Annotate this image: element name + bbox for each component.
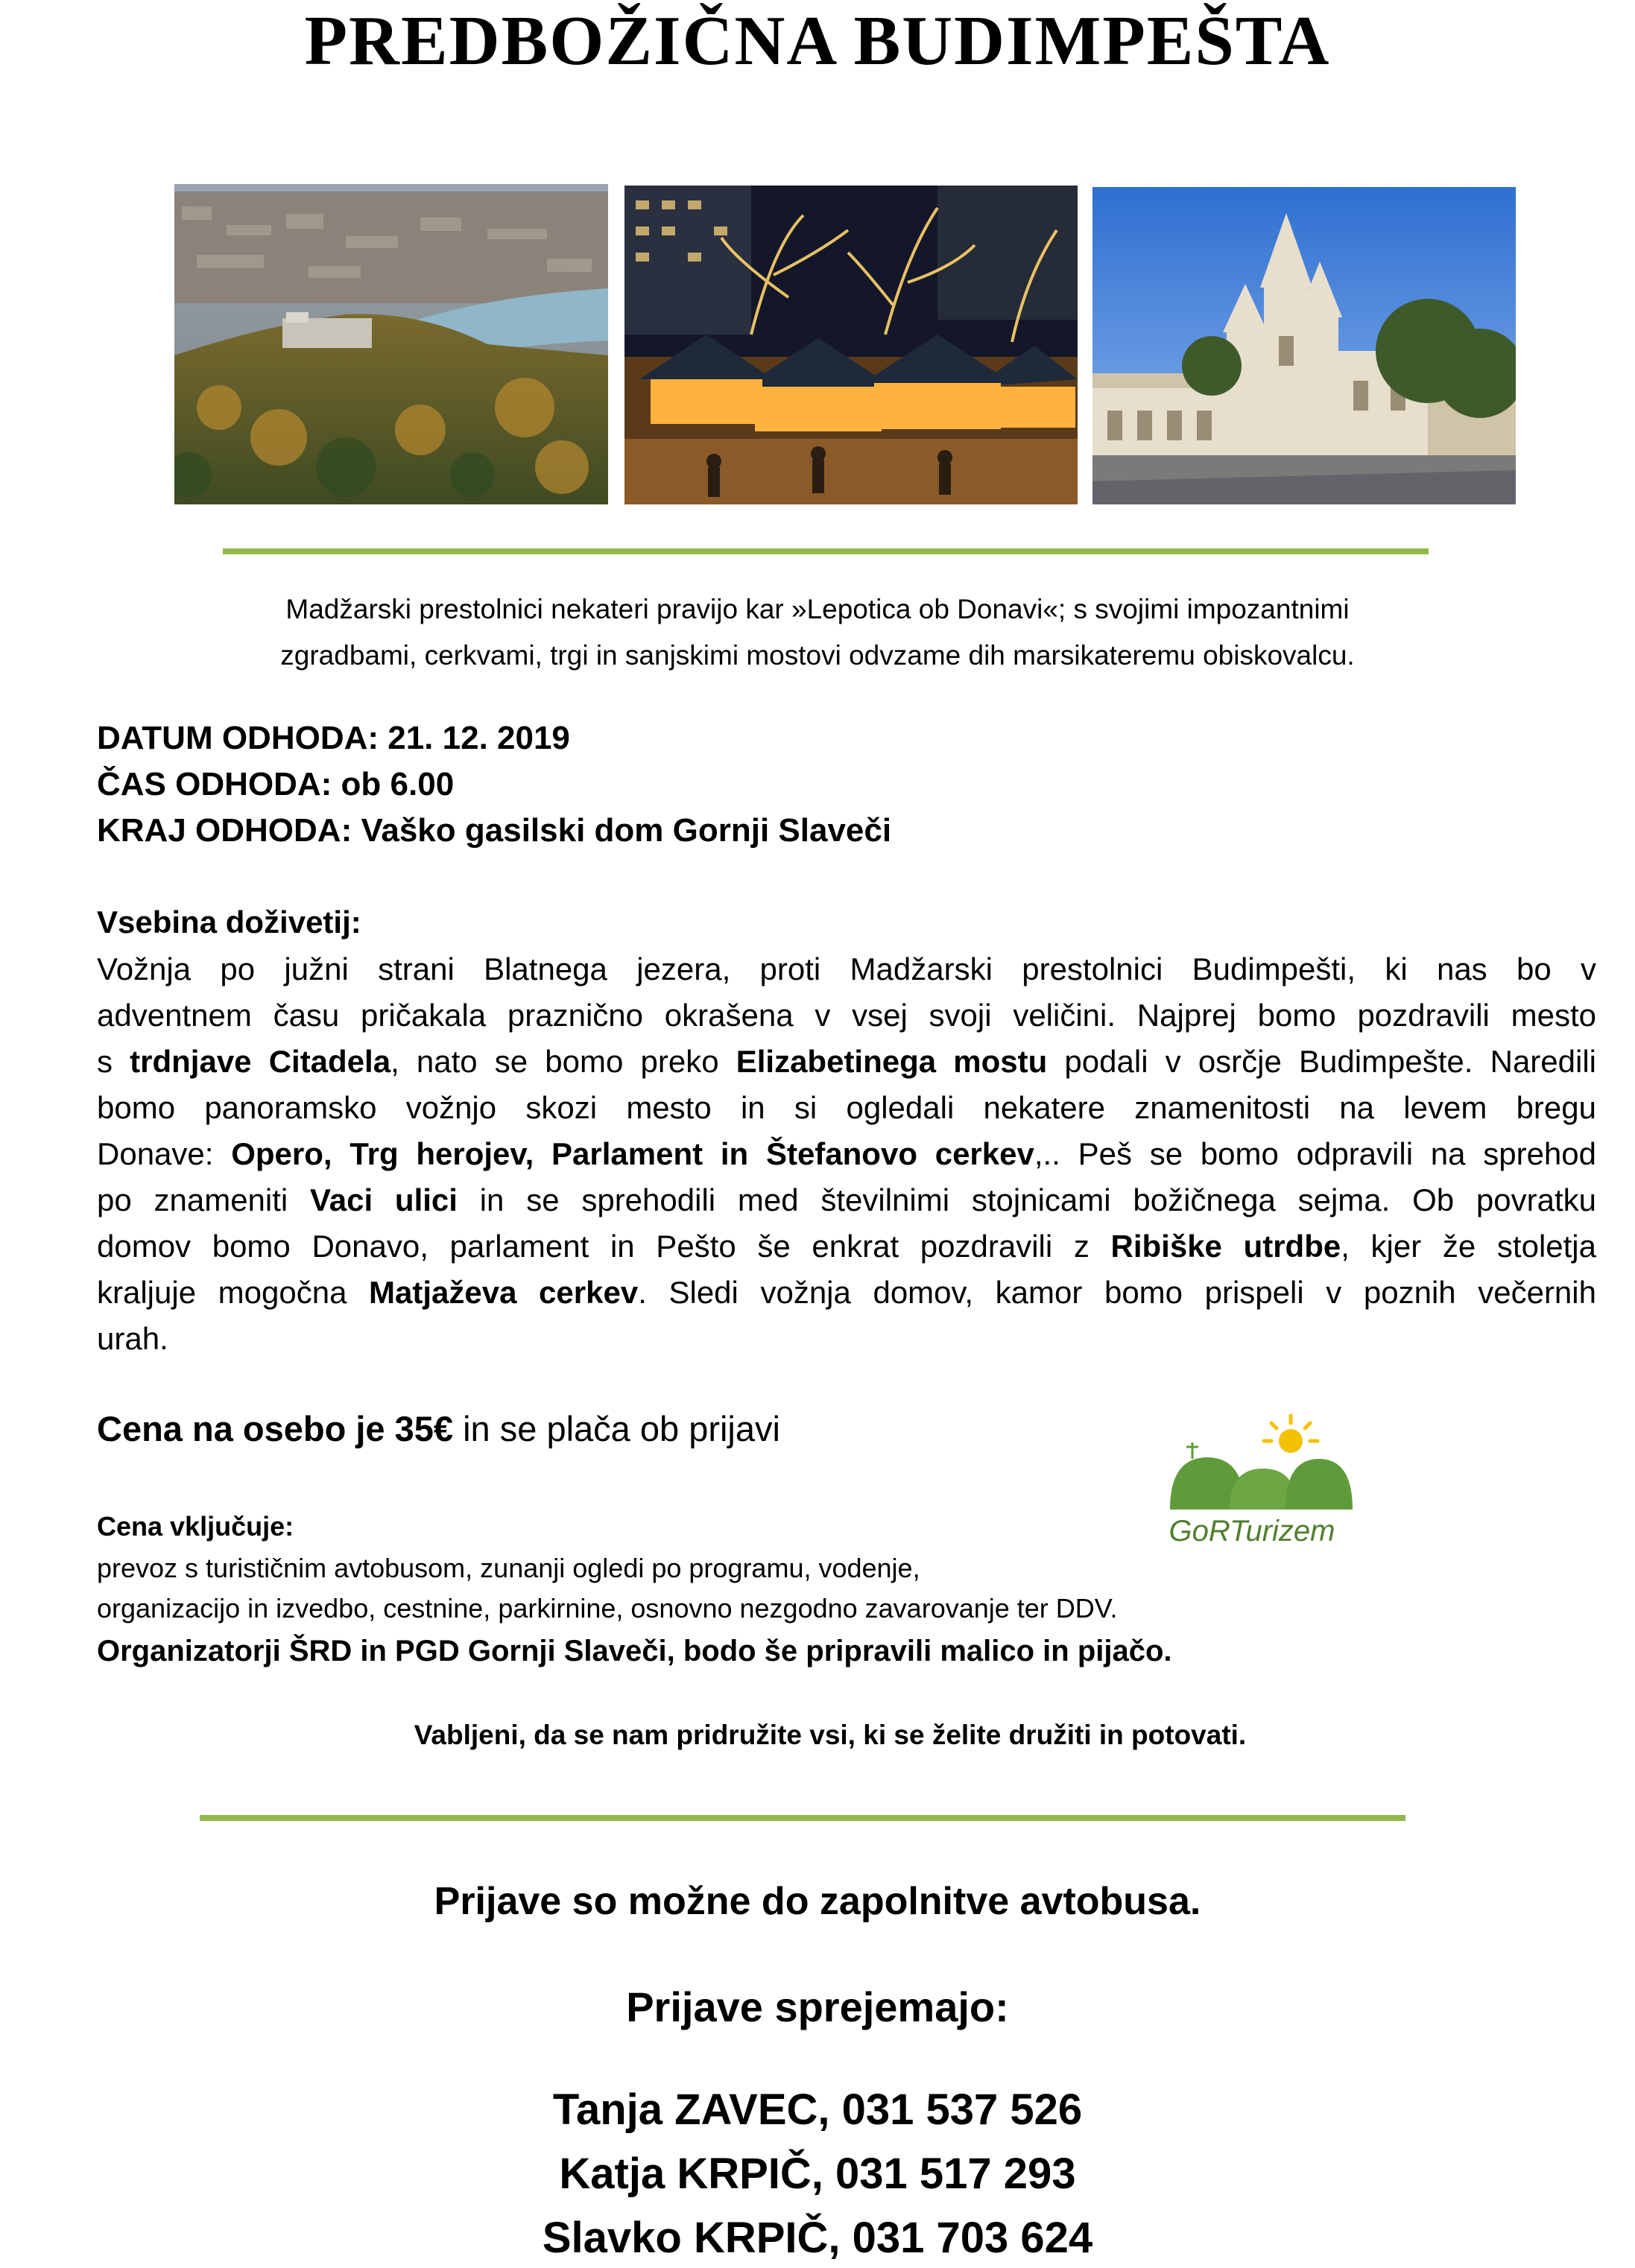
content-text: , nato se bomo preko: [390, 1044, 736, 1079]
contact-item: Katja KRPIČ, 031 517 293: [559, 2150, 1076, 2198]
highlight-citadela: trdnjave Citadela: [130, 1044, 391, 1079]
christmas-market-photo: [624, 186, 1078, 504]
content-text: Vožnja po južni strani Blatnega jezera, proti Madžarski prestolnici Budimpešti, ki nas bo v: [97, 951, 1596, 986]
content-line: [97, 1223, 1596, 1270]
gorturizem-logo: [1148, 1413, 1356, 1562]
content-line: [97, 1270, 1596, 1316]
organizers-note: Organizatorji ŠRD in PGD Gornji Slaveči, bodo še pripravili malico in pijačo.: [97, 1635, 1172, 1667]
highlight-vaci-street: Vaci ulici: [310, 1182, 458, 1217]
content-text: , kjer že stoletja: [1341, 1229, 1596, 1264]
content-text: ,.. Peš se bomo odpravili na sprehod: [1034, 1136, 1597, 1171]
contact-item: Slavko KRPIČ, 031 703 624: [542, 2214, 1093, 2262]
content-text: s: [97, 1044, 130, 1079]
invite-line: Vabljeni, da se nam pridružite vsi, ki se želite družiti in potovati.: [414, 1720, 1247, 1750]
content-text: urah.: [97, 1321, 168, 1356]
departure-time: ČAS ODHODA: ob 6.00: [97, 766, 455, 802]
content-line: [97, 1177, 1596, 1223]
includes-line: prevoz s turističnim avtobusom, zunanji ogledi po programu, vodenje,: [97, 1553, 920, 1583]
hills-icon: [1170, 1442, 1353, 1510]
divider-top: [223, 548, 1429, 554]
contact-item: Tanja ZAVEC, 031 537 526: [552, 2085, 1083, 2134]
intro-line: Madžarski prestolnici nekateri pravijo kar »Lepotica ob Donavi«; s svojimi impozantnimi: [285, 594, 1350, 624]
includes-heading: Cena vključuje:: [97, 1511, 294, 1542]
price-label: Cena na osebo je 35€: [97, 1409, 454, 1448]
includes-line: organizacijo in izvedbo, cestnine, parkirnine, osnovno nezgodno zavarovanje ter DDV.: [97, 1593, 1118, 1624]
sun-icon: [1264, 1416, 1318, 1453]
content-text: in se sprehodili med številnimi stojnicami božičnega sejma. Ob povratku: [457, 1182, 1596, 1217]
intro-line: zgradbami, cerkvami, trgi in sanjskimi mostovi odvzame dih marsikateremu obiskovalcu.: [280, 640, 1355, 671]
departure-place: KRAJ ODHODA: Vaško gasilski dom Gornji Slaveči: [97, 812, 892, 849]
apply-heading: Prijave sprejemajo:: [626, 1983, 1009, 2030]
content-line: [97, 1039, 1596, 1085]
page-title: PREDBOŽIČNA BUDIMPEŠTA: [304, 2, 1331, 80]
content-text: adventnem času pričakala praznično okrašena v vsej svoji veličini. Najprej bomo pozdravili mesto: [97, 998, 1596, 1033]
content-line: [97, 1316, 1596, 1362]
content-text: podali v osrčje Budimpešte. Naredili: [1047, 1044, 1596, 1079]
content-line: [97, 946, 1596, 992]
content-text: kraljuje mogočna: [97, 1275, 370, 1310]
content-text: bomo panoramsko vožnjo skozi mesto in si ogledali nekatere znamenitosti na levem bregu: [97, 1090, 1596, 1125]
highlight-elizabeth-bridge: Elizabetinega mostu: [736, 1044, 1048, 1079]
content-text: domov bomo Donavo, parlament in Pešto še enkrat pozdravili z: [97, 1229, 1111, 1264]
content-text: po znameniti: [97, 1182, 311, 1217]
content-text: . Sledi vožnja domov, kamor bomo prispeli v poznih večernih: [638, 1275, 1596, 1310]
apply-note: Prijave so možne do zapolnitve avtobusa.: [434, 1880, 1201, 1923]
highlight-fishermans-bastion: Ribiške utrdbe: [1110, 1229, 1341, 1264]
content-line: [97, 992, 1596, 1039]
content-heading: Vsebina doživetij:: [97, 905, 361, 940]
content-text: Donave:: [97, 1136, 232, 1171]
divider-bottom: [200, 1815, 1405, 1821]
fishermans-bastion-photo: [1092, 187, 1516, 504]
departure-date: DATUM ODHODA: 21. 12. 2019: [97, 720, 570, 756]
highlight-matthias-church: Matjaževa cerkev: [369, 1275, 639, 1310]
price-note: in se plača ob prijavi: [453, 1409, 780, 1448]
price-line: [97, 1405, 780, 1453]
logo-text: GoRTurizem: [1168, 1515, 1335, 1548]
budapest-aerial-photo: [174, 184, 608, 504]
content-line: [97, 1085, 1596, 1131]
content-line: [97, 1131, 1596, 1177]
highlight-sights: Opero, Trg herojev, Parlament in Štefanovo cerkev: [231, 1136, 1034, 1171]
